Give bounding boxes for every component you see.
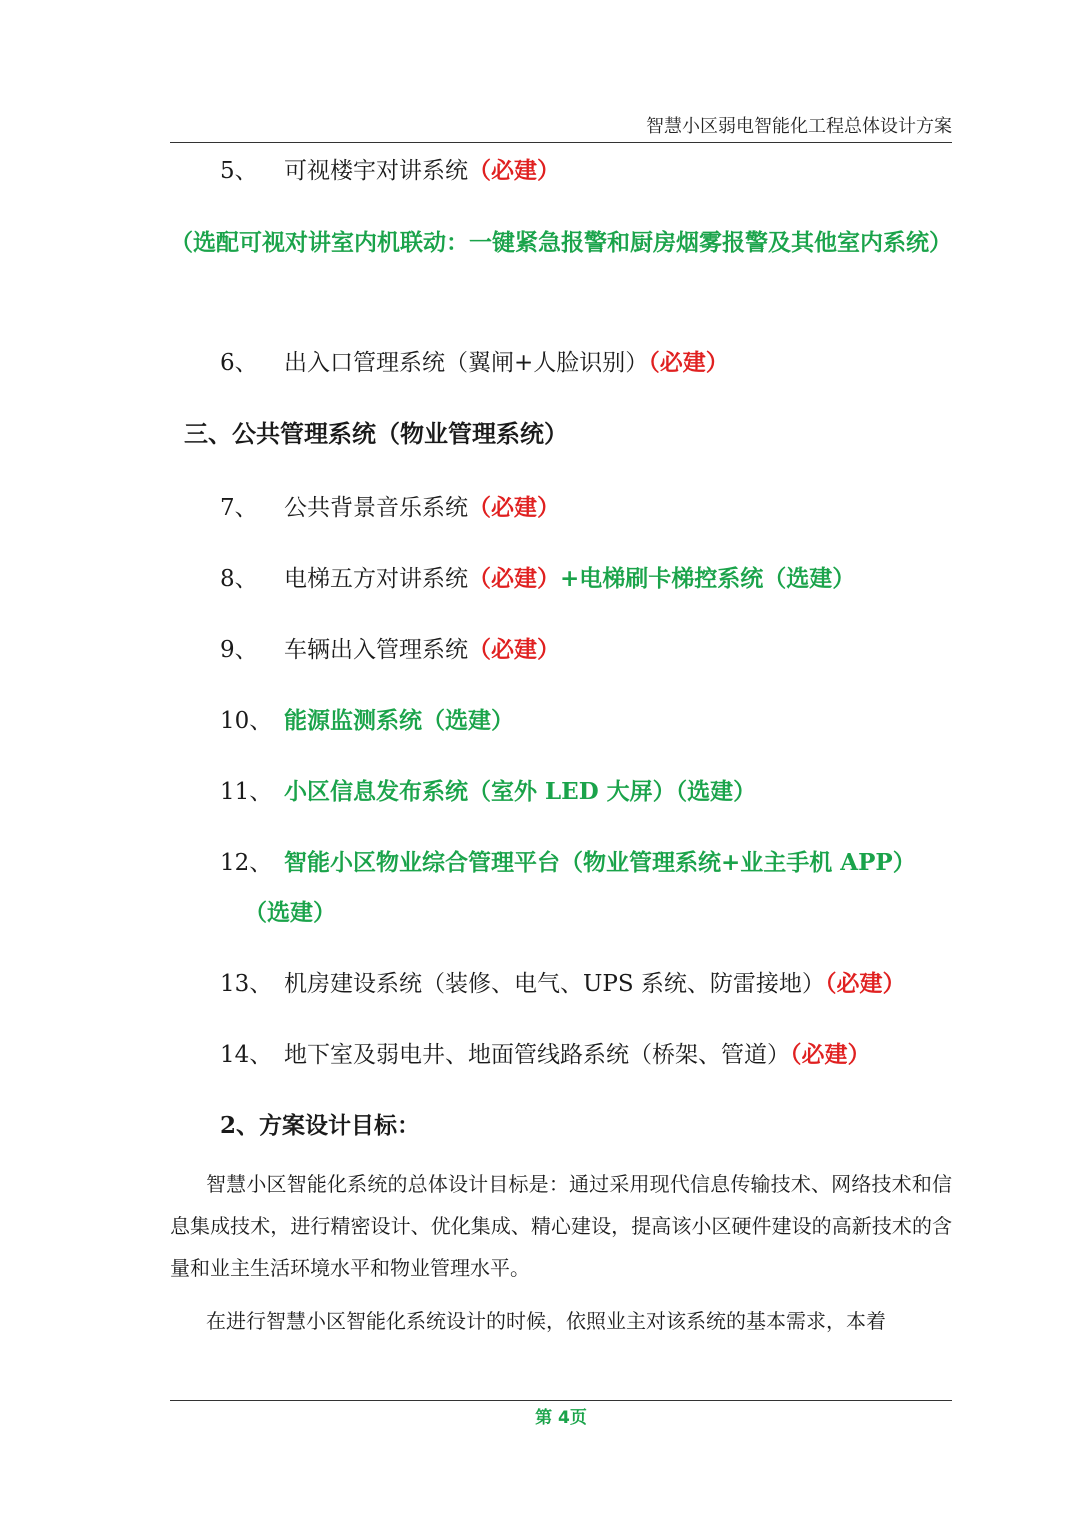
item-number: 10、 xyxy=(220,708,273,734)
item-text: 能源监测系统（选建） xyxy=(284,707,514,734)
item-text: 车辆出入管理系统 xyxy=(284,637,468,663)
item-number: 12、 xyxy=(220,850,273,876)
list-item-10 xyxy=(220,704,514,738)
item-number: 6、 xyxy=(220,350,258,376)
list-item-13 xyxy=(220,967,905,1001)
item-number: 11、 xyxy=(220,779,273,805)
page-number: 第 4页 xyxy=(535,1408,587,1428)
page-footer xyxy=(170,1400,952,1433)
section-heading: 三、公共管理系统（物业管理系统） xyxy=(184,419,568,448)
required-tag: （必建） xyxy=(468,157,560,184)
required-tag: （必建） xyxy=(468,565,560,592)
list-item-8 xyxy=(220,562,855,596)
item-number: 8、 xyxy=(220,566,258,592)
list-item-12-continuation: （选建） xyxy=(244,899,336,926)
paragraph-goal: 智慧小区智能化系统的总体设计目标是：通过采用现代信息传输技术、网络技术和信息集成技术，进行精密设计、优化集成、精心建设，提高该小区硬件建设的高新技术的含量和业主生活环境水平和物业管理水平。 xyxy=(170,1172,952,1280)
list-item-12 xyxy=(220,846,916,880)
document-title: 智慧小区弱电智能化工程总体设计方案 xyxy=(646,116,952,137)
required-tag: （必建） xyxy=(824,970,906,997)
required-tag: （必建） xyxy=(790,1041,871,1068)
list-item-7 xyxy=(220,491,560,525)
required-tag: （必建） xyxy=(468,636,560,663)
item-number: 9、 xyxy=(220,637,258,663)
item-text: 智能小区物业综合管理平台（物业管理系统+业主手机 APP） xyxy=(284,849,916,876)
subsection-heading: 2、方案设计目标： xyxy=(220,1112,421,1139)
required-tag: （必建） xyxy=(648,349,729,376)
item-number: 7、 xyxy=(220,495,258,521)
list-item-11 xyxy=(220,775,756,809)
optional-note: （选配可视对讲室内机联动：一键紧急报警和厨房烟雾报警及其他室内系统） xyxy=(170,229,952,256)
list-item-5 xyxy=(220,154,560,188)
list-item-14 xyxy=(220,1038,871,1072)
item-text: 公共背景音乐系统 xyxy=(284,495,468,521)
item-text: 电梯五方对讲系统 xyxy=(284,566,468,592)
item-text: 出入口管理系统（翼闸+人脸识别） xyxy=(284,350,649,376)
page-header xyxy=(170,112,952,143)
paragraph-design: 在进行智慧小区智能化系统设计的时候，依照业主对该系统的基本需求，本着 xyxy=(206,1309,886,1333)
item-text: 机房建设系统（装修、电气、UPS 系统、防雷接地） xyxy=(284,971,825,997)
required-tag: （必建） xyxy=(468,494,560,521)
item-number: 5、 xyxy=(220,158,258,184)
item-text: 小区信息发布系统（室外 LED 大屏）（选建） xyxy=(284,778,757,805)
list-item-6 xyxy=(220,346,729,380)
item-text: 地下室及弱电井、地面管线路系统（桥架、管道） xyxy=(284,1042,790,1068)
item-number: 14、 xyxy=(220,1042,273,1068)
optional-extra: +电梯刷卡梯控系统（选建） xyxy=(560,565,856,592)
list-item-9 xyxy=(220,633,560,667)
item-text: 可视楼宇对讲系统 xyxy=(284,158,468,184)
item-number: 13、 xyxy=(220,971,273,997)
